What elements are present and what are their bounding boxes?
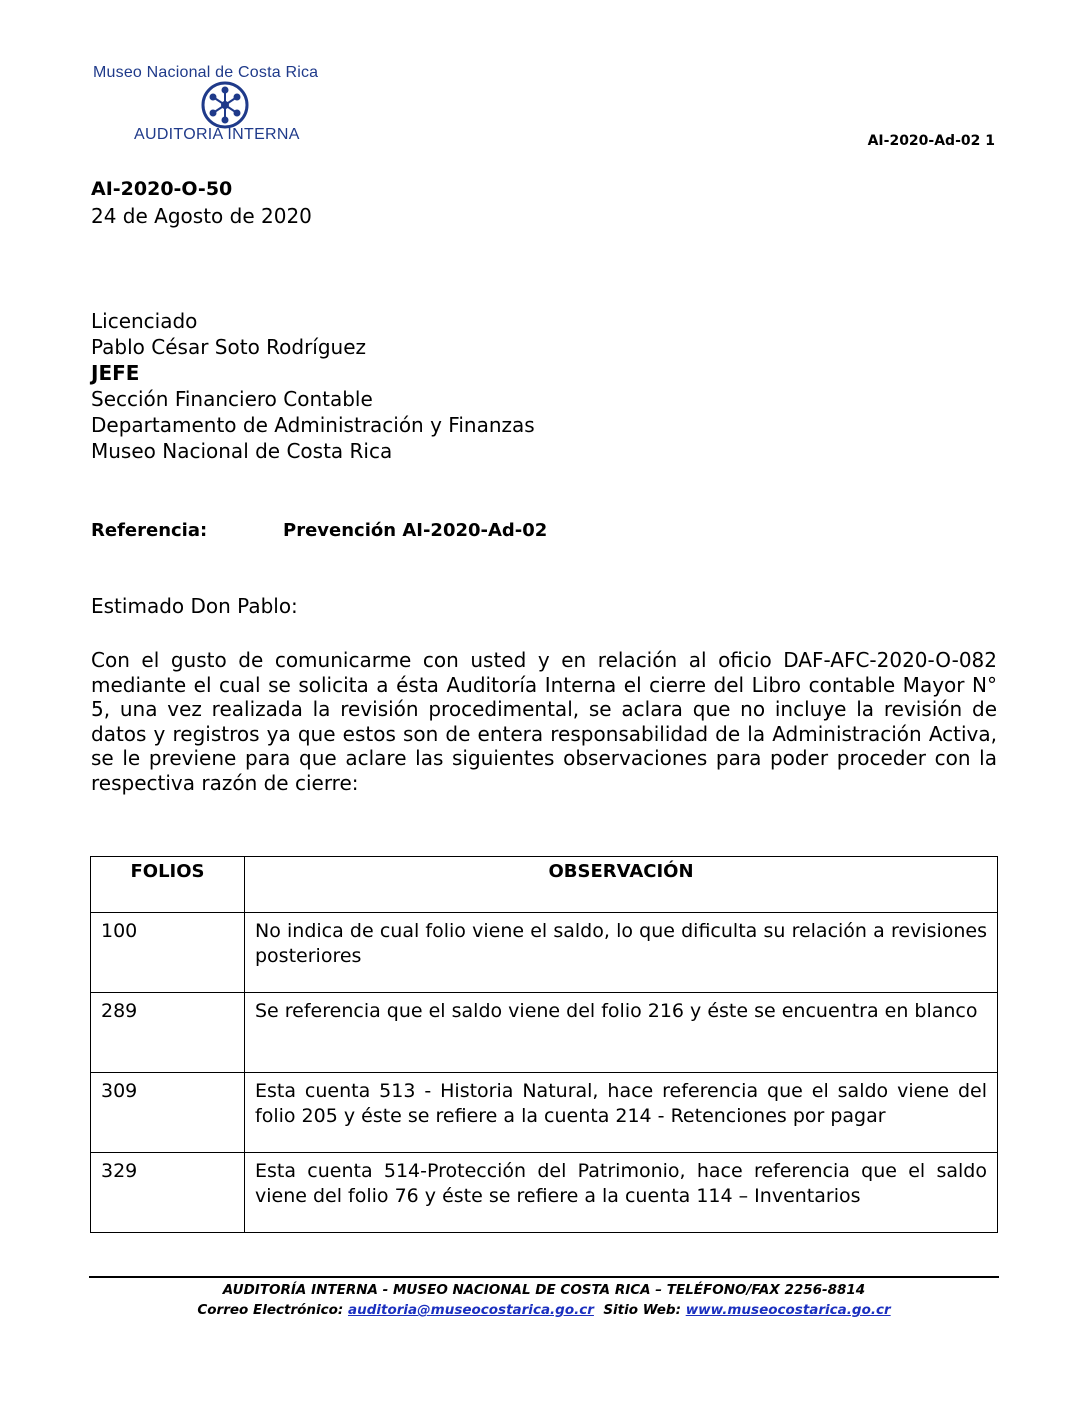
- unit-name: AUDITORIA INTERNA: [134, 126, 300, 143]
- email-link[interactable]: auditoria@museocostarica.go.cr: [348, 1302, 594, 1318]
- page-reference: AI-2020-Ad-02 1: [867, 133, 995, 149]
- recipient-role: JEFE: [91, 361, 140, 385]
- footer-links: [0, 1302, 1088, 1318]
- observations-table: [90, 856, 998, 1233]
- table-row: [91, 1153, 998, 1233]
- recipient-department: Departamento de Administración y Finanzas: [91, 413, 535, 437]
- footer-contact: AUDITORÍA INTERNA - MUSEO NACIONAL DE COSTA RICA – TELÉFONO/FAX 2256-8814: [222, 1282, 866, 1298]
- folio-cell: 329: [91, 1153, 245, 1233]
- letter-date: 24 de Agosto de 2020: [91, 204, 312, 228]
- website-link[interactable]: www.museocostarica.go.cr: [685, 1302, 891, 1318]
- observation-cell: Esta cuenta 514-Protección del Patrimonio, hace referencia que el saldo viene del folio 76 y éste se refiere a la cuenta 114 – Inventarios: [245, 1153, 998, 1233]
- reference-label: Referencia:: [91, 520, 208, 541]
- salutation: Estimado Don Pablo:: [91, 594, 298, 618]
- table-row: [91, 913, 998, 993]
- institution-name: Museo Nacional de Costa Rica: [93, 64, 319, 81]
- letter-body: Con el gusto de comunicarme con usted y en relación al oficio DAF-AFC-2020-O-082 mediante el cual se solicita a ésta Auditoría Interna el cierre del Libro contable Mayor N° 5, una vez realizada la revisión procedimental, se aclara que no incluye la revisión de datos y registros ya que estos son de entera responsabilidad de la Administración Activa, se le previene para que aclare las siguientes observaciones para poder proceder con la respectiva razón de cierre:: [91, 648, 997, 795]
- recipient-institution: Museo Nacional de Costa Rica: [91, 439, 393, 463]
- recipient-block: [91, 308, 535, 464]
- email-label: Correo Electrónico:: [197, 1302, 344, 1318]
- observation-cell: Se referencia que el saldo viene del folio 216 y éste se encuentra en blanco: [245, 993, 998, 1073]
- web-label: Sitio Web:: [603, 1302, 681, 1318]
- recipient-name: Pablo César Soto Rodríguez: [91, 335, 367, 359]
- table-row: [91, 993, 998, 1073]
- table-row: [91, 1073, 998, 1153]
- recipient-title: Licenciado: [91, 309, 198, 333]
- folio-cell: 289: [91, 993, 245, 1073]
- observation-cell: Esta cuenta 513 - Historia Natural, hace referencia que el saldo viene del folio 205 y éste se refiere a la cuenta 214 - Retenciones por pagar: [245, 1073, 998, 1153]
- reference-value: Prevención AI-2020-Ad-02: [283, 520, 548, 541]
- museum-emblem-icon: [200, 80, 250, 130]
- oficio-number: AI-2020-O-50: [91, 178, 233, 200]
- folio-cell: 100: [91, 913, 245, 993]
- folio-cell: 309: [91, 1073, 245, 1153]
- table-header-row: [91, 857, 998, 913]
- header-folios: FOLIOS: [91, 857, 245, 913]
- recipient-section: Sección Financiero Contable: [91, 387, 373, 411]
- footer-divider: [89, 1276, 999, 1278]
- header-observacion: OBSERVACIÓN: [245, 857, 998, 913]
- observation-cell: No indica de cual folio viene el saldo, lo que dificulta su relación a revisiones posteriores: [245, 913, 998, 993]
